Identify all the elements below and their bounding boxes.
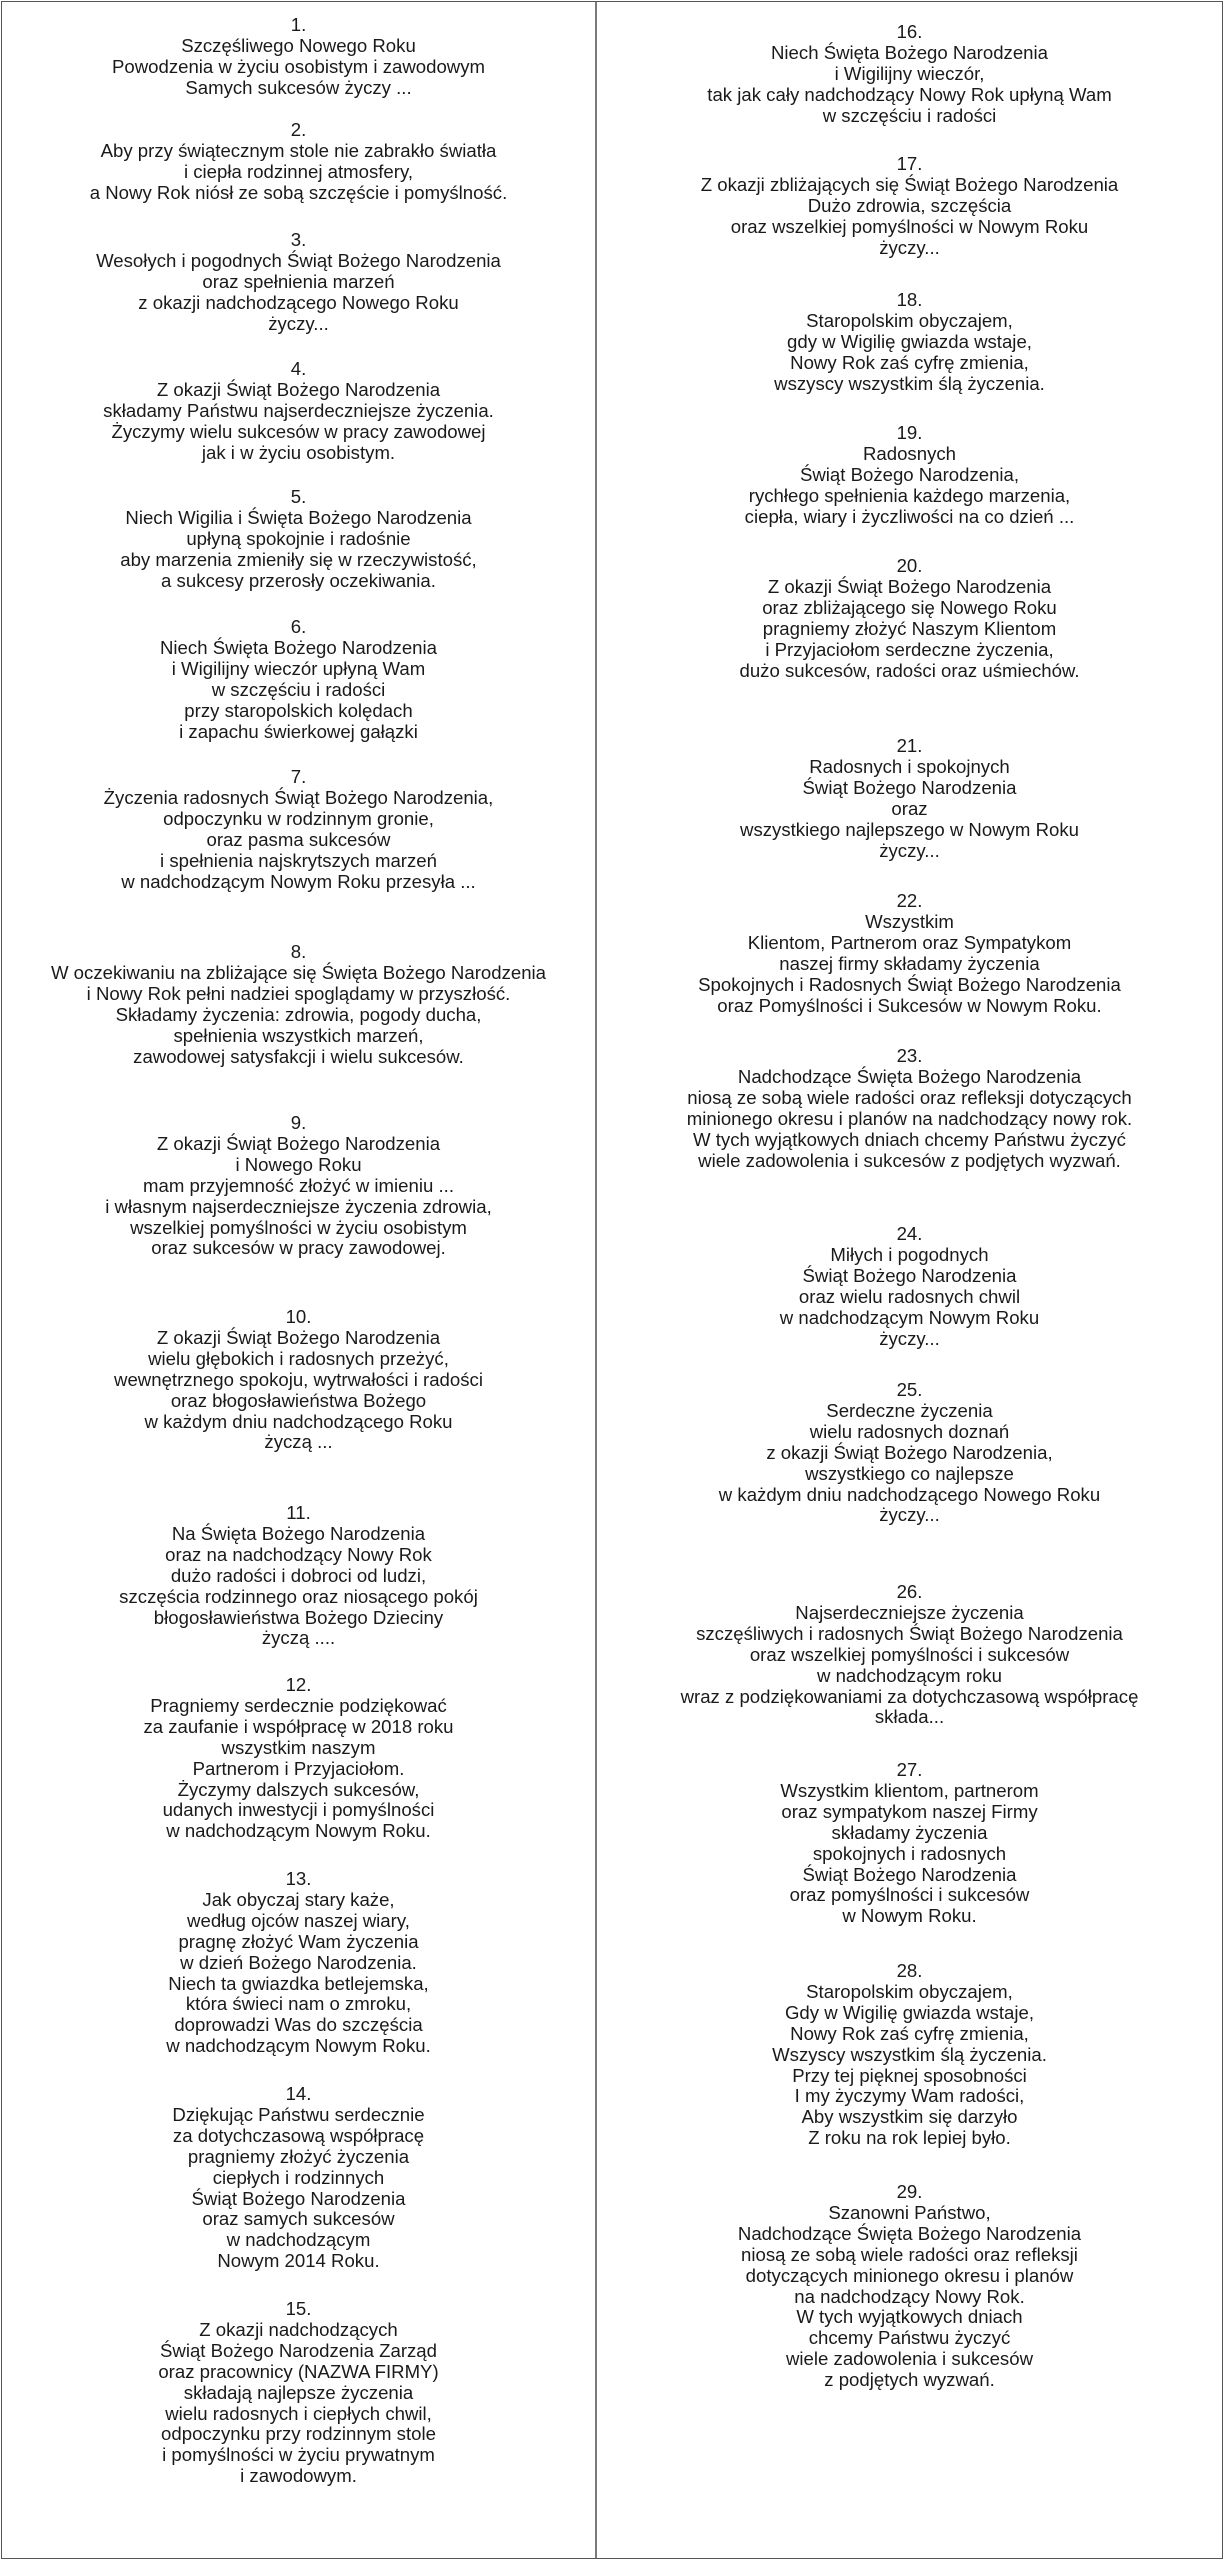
wish-25: 25. Serdeczne życzenia wielu radosnych doznań z okazji Świąt Bożego Narodzenia, wszystkiego co najlepsze w każdym dniu nadchodzącego Nowego Roku życzy...: [718, 1379, 1101, 1526]
wish-24: 24. Miłych i pogodnych Świąt Bożego Narodzenia oraz wielu radosnych chwil w nadchodzącym Nowym Roku życzy...: [779, 1223, 1040, 1349]
wish-4: 4. Z okazji Świąt Bożego Narodzenia składamy Państwu najserdeczniejsze życzenia. Życzymy wielu sukcesów w pracy zawodowej jak i w życiu osobistym.: [103, 358, 494, 463]
wish-3: 3. Wesołych i pogodnych Świąt Bożego Narodzenia oraz spełnienia marzeń z okazji nadchodzącego Nowego Roku życzy...: [96, 229, 501, 334]
wish-11: 11. Na Święta Bożego Narodzenia oraz na nadchodzący Nowy Rok dużo radości i dobroci od ludzi, szczęścia rodzinnego oraz niosącego pokój błogosławieństwa Bożego Dzieciny życzą ....: [119, 1502, 478, 1649]
wish-14: 14. Dziękując Państwu serdecznie za dotychczasową współpracę pragniemy złożyć życzenia ciepłych i rodzinnych Świąt Bożego Narodzenia oraz samych sukcesów w nadchodzącym Nowym 2014 Roku.: [172, 2083, 425, 2272]
wish-26: 26. Najserdeczniejsze życzenia szczęśliwych i radosnych Świąt Bożego Narodzenia oraz wszelkiej pomyślności i sukcesów w nadchodzącym roku wraz z podziękowaniami za dotychczasową współpracę składa...: [680, 1581, 1139, 1728]
wish-1: 1. Szczęśliwego Nowego Roku Powodzenia w życiu osobistym i zawodowym Samych sukcesów życzy ...: [111, 14, 486, 98]
wish-15: 15. Z okazji nadchodzących Świąt Bożego Narodzenia Zarząd oraz pracownicy (NAZWA FIRMY) składają najlepsze życzenia wielu radosnych i ciepłych chwil, odpoczynku przy rodzinnym stole i pomyślności w życiu prywatnym i zawodowym.: [158, 2298, 439, 2487]
wish-5: 5. Niech Wigilia i Święta Bożego Narodzenia upłyną spokojnie i radośnie aby marzenia zmieniły się w rzeczywistość, a sukcesy przerosły oczekiwania.: [120, 486, 477, 591]
wish-7: 7. Życzenia radosnych Świąt Bożego Narodzenia, odpoczynku w rodzinnym gronie, oraz pasma sukcesów i spełnienia najskrytszych marzeń w nadchodzącym Nowym Roku przesyła ...: [103, 766, 494, 892]
wish-18: 18. Staropolskim obyczajem, gdy w Wigilię gwiazda wstaje, Nowy Rok zaś cyfrę zmienia, wszyscy wszystkim ślą życzenia.: [774, 289, 1045, 394]
wish-12: 12. Pragniemy serdecznie podziękować za zaufanie i współpracę w 2018 roku wszystkim naszym Partnerom i Przyjaciołom. Życzymy dalszych sukcesów, udanych inwestycji i pomyślności w nadchodzącym Nowym Roku.: [143, 1674, 454, 1842]
wish-17: 17. Z okazji zbliżających się Świąt Bożego Narodzenia Dużo zdrowia, szczęścia oraz wszelkiej pomyślności w Nowym Roku życzy...: [700, 153, 1119, 258]
wish-6: 6. Niech Święta Bożego Narodzenia i Wigilijny wieczór upłyną Wam w szczęściu i radości przy staropolskich kolędach i zapachu świerkowej gałązki: [160, 616, 437, 742]
wish-23: 23. Nadchodzące Święta Bożego Narodzenia niosą ze sobą wiele radości oraz refleksji dotyczących minionego okresu i planów na nadchodzący nowy rok. W tych wyjątkowych dniach chcemy Państwu życzyć wiele zadowolenia i sukcesów z podjętych wyzwań.: [686, 1045, 1133, 1171]
wishes-sheet: [1, 1, 1223, 2559]
wish-8: 8. W oczekiwaniu na zbliżające się Święta Bożego Narodzenia i Nowy Rok pełni nadziei spoglądamy w przyszłość. Składamy życzenia: zdrowia, pogody ducha, spełnienia wszystkich marzeń, zawodowej satysfakcji i wielu sukcesów.: [50, 941, 547, 1067]
wish-22: 22. Wszystkim Klientom, Partnerom oraz Sympatykom naszej firmy składamy życzenia Spokojnych i Radosnych Świąt Bożego Narodzenia oraz Pomyślności i Sukcesów w Nowym Roku.: [698, 890, 1121, 1016]
wish-29: 29. Szanowni Państwo, Nadchodzące Święta Bożego Narodzenia niosą ze sobą wiele radości oraz refleksji dotyczących minionego okresu i planów na nadchodzący Nowy Rok. W tych wyjątkowych dniach chcemy Państwu życzyć wiele zadowolenia i sukcesów z podjętych wyzwań.: [737, 2181, 1082, 2391]
wish-9: 9. Z okazji Świąt Bożego Narodzenia i Nowego Roku mam przyjemność złożyć w imieniu ... i własnym najserdeczniejsze życzenia zdrowia, wszelkiej pomyślności w życiu osobistym oraz sukcesów w pracy zawodowej.: [105, 1112, 492, 1259]
wish-27: 27. Wszystkim klientom, partnerom oraz sympatykom naszej Firmy składamy życzenia spokojnych i radosnych Świąt Bożego Narodzenia oraz pomyślności i sukcesów w Nowym Roku.: [780, 1759, 1039, 1927]
wish-10: 10. Z okazji Świąt Bożego Narodzenia wielu głębokich i radosnych przeżyć, wewnętrznego spokoju, wytrwałości i radości oraz błogosławieństwa Bożego w każdym dniu nadchodzącego Roku życzą ...: [114, 1306, 483, 1453]
wish-13: 13. Jak obyczaj stary każe, według ojców naszej wiary, pragnę złożyć Wam życzenia w dzień Bożego Narodzenia. Niech ta gwiazdka betlejemska, która świeci nam o zmroku, doprowadzi Was do szczęścia w nadchodzącym Nowym Roku.: [166, 1868, 431, 2057]
wish-20: 20. Z okazji Świąt Bożego Narodzenia oraz zbliżającego się Nowego Roku pragniemy złożyć Naszym Klientom i Przyjaciołom serdeczne życzenia, dużo sukcesów, radości oraz uśmiechów.: [739, 555, 1080, 681]
wish-19: 19. Radosnych Świąt Bożego Narodzenia, rychłego spełnienia każdego marzenia, ciepła, wiary i życzliwości na co dzień ...: [744, 422, 1075, 527]
wish-28: 28. Staropolskim obyczajem, Gdy w Wigilię gwiazda wstaje, Nowy Rok zaś cyfrę zmienia, Wszyscy wszystkim ślą życzenia. Przy tej pięknej sposobności I my życzymy Wam radości, Aby wszystkim się darzyło Z roku na rok lepiej było.: [772, 1960, 1047, 2149]
wish-2: 2. Aby przy świątecznym stole nie zabrakło światła i ciepła rodzinnej atmosfery, a Nowy Rok niósł ze sobą szczęście i pomyślność.: [89, 119, 508, 203]
wish-16: 16. Niech Święta Bożego Narodzenia i Wigilijny wieczór, tak jak cały nadchodzący Nowy Rok upłyną Wam w szczęściu i radości: [707, 21, 1112, 126]
wish-21: 21. Radosnych i spokojnych Świąt Bożego Narodzenia oraz wszystkiego najlepszego w Nowym Roku życzy...: [740, 735, 1079, 861]
